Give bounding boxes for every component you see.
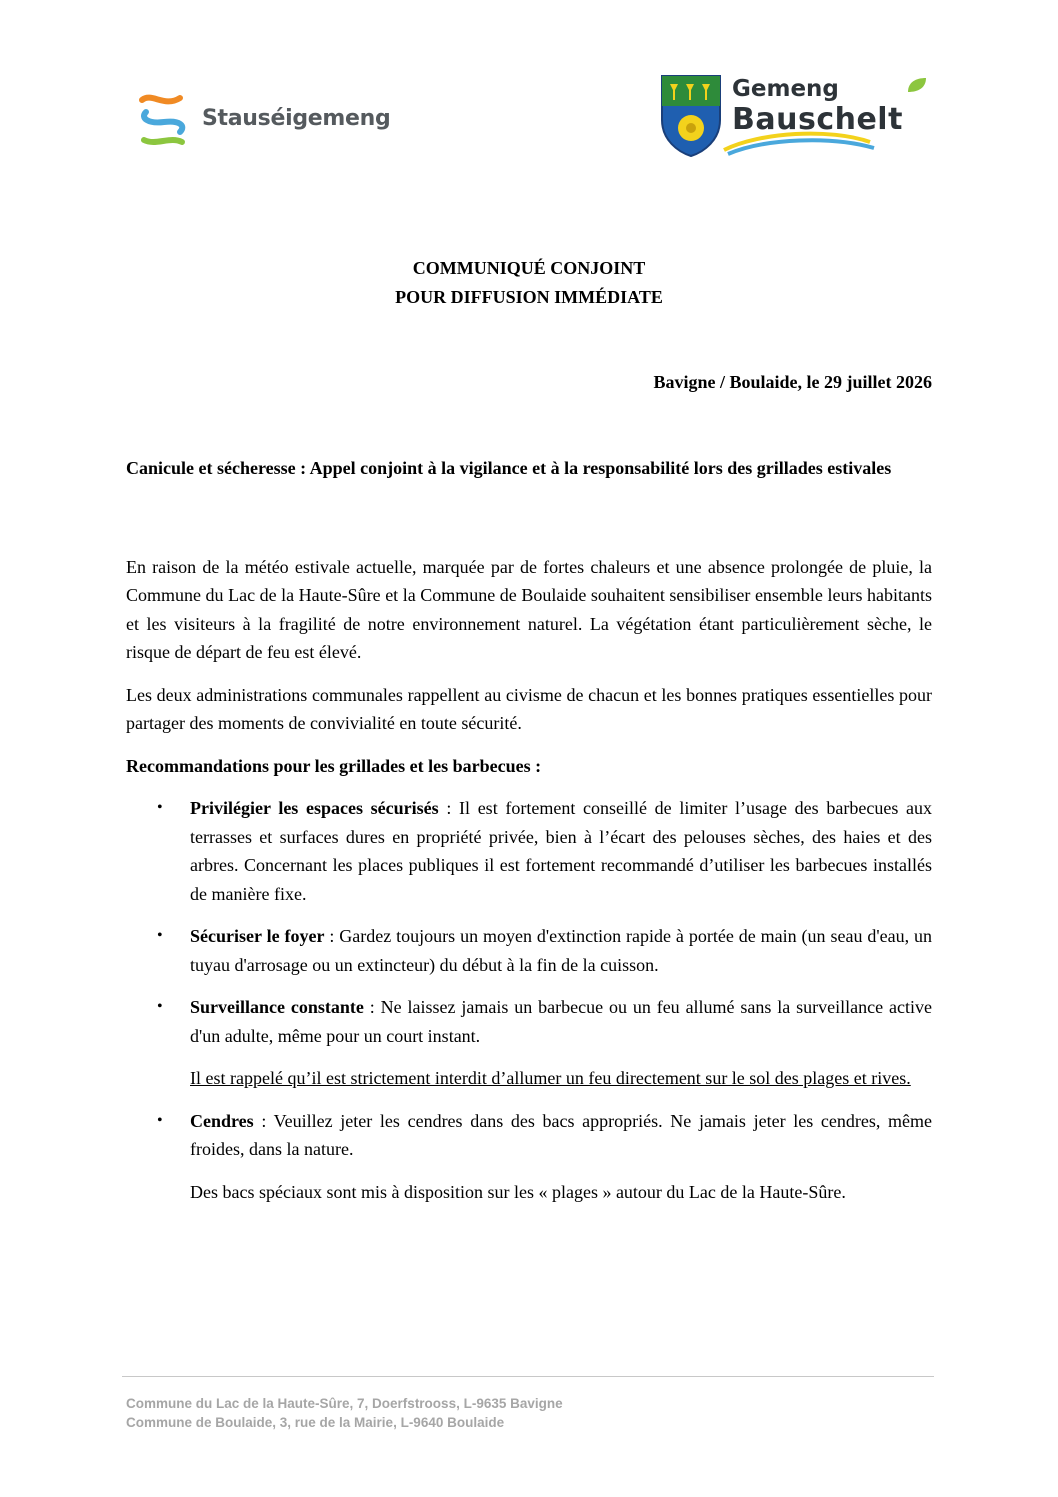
underlined-note: Il est rappelé qu’il est strictement interdit d’allumer un feu directement sur le sol des plages et rives.	[190, 1068, 911, 1088]
paragraph-1: En raison de la météo estivale actuelle, marquée par de fortes chaleurs et une absence prolongée de pluie, la Commune du Lac de la Haute-Sûre et la Commune de Boulaide souhaitent sensibiliser ensemble leurs habitants et les visiteurs à la fragilité de notre environnement naturel. La végétation étant particulièrement sèche, le risque de départ de feu est élevé.	[126, 556, 932, 662]
bins-note: Des bacs spéciaux sont mis à disposition sur les « plages » autour du Lac de la Haute-Sûre.	[190, 1181, 846, 1202]
leaf-icon	[904, 74, 930, 96]
swoosh-icon	[720, 126, 880, 156]
list-item	[126, 794, 932, 908]
item-title: Cendres	[190, 1110, 254, 1131]
footer-line-1: Commune du Lac de la Haute-Sûre, 7, Doerfstrooss, L-9635 Bavigne	[126, 1396, 563, 1411]
recommendations-list	[126, 794, 932, 1050]
paragraph-2: Les deux administrations communales rappellent au civisme de chacun et les bonnes pratiques essentielles pour partager des moments de convivialité en toute sécurité.	[126, 684, 932, 733]
list-item	[126, 993, 932, 1050]
recommendations-list-continued	[126, 1107, 932, 1164]
item-title: Surveillance constante	[190, 997, 364, 1017]
item-text: : Il est fortement conseillé de limiter l’usage des barbecues aux terrasses et surfaces dures en propriété privée, bien à l’écart des pelouses sèches, des haies et des arbres. Concernant les places publiques il est fortement recommandé d’utiliser les barbecues installés de manière fixe.	[190, 798, 932, 904]
logo-left-name: Stauséigemeng	[202, 106, 391, 131]
waves-logo-icon	[136, 92, 192, 148]
item-text: : Gardez toujours un moyen d'extinction rapide à portée de main (un seau d'eau, un tuyau d'arrosage ou un extincteur) du début à la fin de la cuisson.	[190, 926, 932, 975]
date-line: Bavigne / Boulaide, le 29 juillet 2026	[653, 372, 932, 392]
item-title: Privilégier les espaces sécurisés	[190, 798, 439, 818]
stauseigemeng-logo	[136, 92, 396, 148]
bullet-icon: •	[157, 998, 163, 1015]
page-title	[0, 254, 1058, 312]
item-text: : Ne laissez jamais un barbecue ou un feu allumé sans la surveillance active d'un adulte, même pour un court instant.	[190, 997, 932, 1046]
list-item	[126, 922, 932, 979]
item-text: : Veuillez jeter les cendres dans des bacs appropriés. Ne jamais jeter les cendres, même froides, dans la nature.	[190, 1110, 932, 1159]
list-item	[126, 1107, 932, 1164]
recommendations-title: Recommandations pour les grillades et les barbecues :	[126, 755, 542, 776]
title-line-2: POUR DIFFUSION IMMÉDIATE	[395, 287, 663, 307]
logo-right-line2: Bauschelt	[732, 102, 903, 137]
item-title: Sécuriser le foyer	[190, 926, 325, 946]
bullet-icon: •	[157, 927, 163, 944]
bullet-icon: •	[157, 799, 163, 816]
title-line-1: COMMUNIQUÉ CONJOINT	[412, 258, 646, 278]
gemeng-bauschelt-logo	[660, 74, 940, 160]
headline: Canicule et sécheresse : Appel conjoint à la vigilance et à la responsabilité lors des grillades estivales	[126, 458, 892, 478]
footer	[126, 1394, 563, 1432]
bullet-icon: •	[157, 1111, 163, 1129]
footer-line-2: Commune de Boulaide, 3, rue de la Mairie, L-9640 Boulaide	[126, 1415, 505, 1430]
coat-of-arms-icon	[660, 74, 722, 158]
document-body	[126, 454, 932, 1220]
logo-right-line1: Gemeng	[732, 76, 839, 102]
footer-divider	[122, 1376, 934, 1377]
